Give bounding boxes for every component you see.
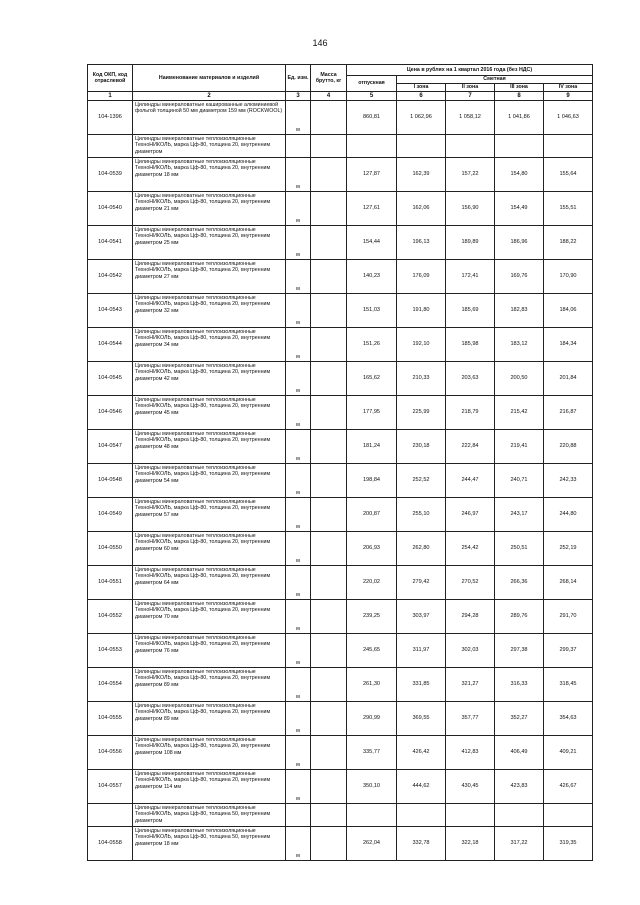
header-smetnaya: Сметная <box>397 76 593 84</box>
cell-zone-2: 302,03 <box>446 634 495 668</box>
cell-zone-4: 291,70 <box>544 600 593 634</box>
cell-otpusk: 177,95 <box>347 396 397 430</box>
cell-unit: м <box>286 668 311 702</box>
cell-zone-4: 155,64 <box>544 158 593 192</box>
cell-zone-1: 255,10 <box>397 498 446 532</box>
cell-zone-2: 244,47 <box>446 464 495 498</box>
cell-code: 104-0549 <box>88 498 133 532</box>
cell-code: 104-0557 <box>88 770 133 804</box>
column-number-row <box>88 92 593 101</box>
cell-unit: м <box>286 396 311 430</box>
header-unit: Ед. изм. <box>286 65 311 92</box>
cell-zone-4: 426,67 <box>544 770 593 804</box>
cell-name: Цилиндры минераловатные теплоизоляционные ТехноНИКОЛЬ, марка Цф-80, толщина 20, внутренним диаметром <box>133 135 286 158</box>
cell-code: 104-0547 <box>88 430 133 464</box>
cell-mass <box>311 702 347 736</box>
cell-unit: м <box>286 158 311 192</box>
cell-zone-4: 242,33 <box>544 464 593 498</box>
cell-code: 104-0556 <box>88 736 133 770</box>
cell-zone-1: 262,80 <box>397 532 446 566</box>
header-zone-4: IV зона <box>544 84 593 92</box>
col-number: 7 <box>446 92 495 101</box>
cell-mass <box>311 396 347 430</box>
cell-name: Цилиндры минераловатные теплоизоляционные ТехноНИКОЛЬ, марка Цф-80, толщина 50, внутренним диаметром <box>133 804 286 827</box>
cell-zone-4: 220,88 <box>544 430 593 464</box>
cell-unit: м <box>286 260 311 294</box>
cell-otpusk: 181,24 <box>347 430 397 464</box>
table-row <box>88 226 593 260</box>
cell-zone-1: 210,33 <box>397 362 446 396</box>
header-name: Наименование материалов и изделий <box>133 65 286 92</box>
cell-zone-2: 185,69 <box>446 294 495 328</box>
cell-name: Цилиндры минераловатные теплоизоляционные ТехноНИКОЛЬ, марка Цф-80, толщина 20, внутренним диаметром 42 мм <box>133 362 286 396</box>
cell-zone-2: 185,98 <box>446 328 495 362</box>
cell-mass <box>311 770 347 804</box>
cell-code: 104-0548 <box>88 464 133 498</box>
cell-zone-4: 319,35 <box>544 827 593 861</box>
cell-zone-4: 268,14 <box>544 566 593 600</box>
cell-otpusk: 200,87 <box>347 498 397 532</box>
cell-zone-2: 172,41 <box>446 260 495 294</box>
table-row <box>88 770 593 804</box>
col-number: 2 <box>133 92 286 101</box>
col-number: 4 <box>311 92 347 101</box>
cell-name: Цилиндры минераловатные теплоизоляционные ТехноНИКОЛЬ, марка Цф-80, толщина 20, внутренним диаметром 64 мм <box>133 566 286 600</box>
table-row <box>88 668 593 702</box>
table-row <box>88 498 593 532</box>
cell-mass <box>311 532 347 566</box>
cell-otpusk: 350,10 <box>347 770 397 804</box>
col-number: 6 <box>397 92 446 101</box>
cell-zone-3: 186,96 <box>495 226 544 260</box>
cell-mass <box>311 158 347 192</box>
cell-name: Цилиндры минераловатные теплоизоляционные ТехноНИКОЛЬ, марка Цф-80, толщина 20, внутренним диаметром 54 мм <box>133 464 286 498</box>
cell-zone-1: 426,42 <box>397 736 446 770</box>
cell-unit: м <box>286 294 311 328</box>
table-row <box>88 430 593 464</box>
cell-zone-2: 430,45 <box>446 770 495 804</box>
cell-code: 104-0552 <box>88 600 133 634</box>
cell-mass <box>311 634 347 668</box>
cell-zone-1: 252,52 <box>397 464 446 498</box>
table-row <box>88 804 593 827</box>
cell-unit: м <box>286 827 311 861</box>
cell-zone-1: 311,97 <box>397 634 446 668</box>
cell-zone-2: 321,27 <box>446 668 495 702</box>
cell-name: Цилиндры минераловатные теплоизоляционные ТехноНИКОЛЬ, марка Цф-80, толщина 20, внутренним диаметром 89 мм <box>133 668 286 702</box>
cell-zone-3: 406,49 <box>495 736 544 770</box>
cell-mass <box>311 464 347 498</box>
cell-zone-2: 157,22 <box>446 158 495 192</box>
cell-zone-4: 354,63 <box>544 702 593 736</box>
table-row <box>88 328 593 362</box>
cell-otpusk: 206,93 <box>347 532 397 566</box>
cell-unit: м <box>286 498 311 532</box>
cell-mass <box>311 736 347 770</box>
cell-name: Цилиндры минераловатные кашированные алюминиевой фольгой толщиной 50 мм диаметром 159 мм (ROCKWOOL) <box>133 101 286 135</box>
col-number: 1 <box>88 92 133 101</box>
cell-unit: м <box>286 532 311 566</box>
cell-unit: м <box>286 464 311 498</box>
cell-zone-4: 1 046,63 <box>544 101 593 135</box>
cell-name: Цилиндры минераловатные теплоизоляционные ТехноНИКОЛЬ, марка Цф-80, толщина 20, внутренним диаметром 45 мм <box>133 396 286 430</box>
cell-mass <box>311 430 347 464</box>
cell-code: 104-0555 <box>88 702 133 736</box>
table-row <box>88 736 593 770</box>
cell-mass <box>311 804 347 827</box>
cell-code: 104-0543 <box>88 294 133 328</box>
cell-otpusk: 198,84 <box>347 464 397 498</box>
cell-mass <box>311 362 347 396</box>
cell-code: 104-0554 <box>88 668 133 702</box>
cell-code: 104-0553 <box>88 634 133 668</box>
cell-zone-3: 200,50 <box>495 362 544 396</box>
cell-otpusk <box>347 135 397 158</box>
table-row <box>88 827 593 861</box>
cell-zone-1 <box>397 804 446 827</box>
cell-zone-3: 182,83 <box>495 294 544 328</box>
cell-zone-3: 266,36 <box>495 566 544 600</box>
cell-zone-2: 322,18 <box>446 827 495 861</box>
cell-zone-3: 240,71 <box>495 464 544 498</box>
cell-otpusk: 239,25 <box>347 600 397 634</box>
cell-otpusk <box>347 804 397 827</box>
cell-zone-2: 222,84 <box>446 430 495 464</box>
table-row <box>88 532 593 566</box>
cell-zone-1: 279,42 <box>397 566 446 600</box>
cell-code: 104-0540 <box>88 192 133 226</box>
cell-otpusk: 860,81 <box>347 101 397 135</box>
table-row <box>88 294 593 328</box>
cell-mass <box>311 192 347 226</box>
header-mass: Масса брутто, кг <box>311 65 347 92</box>
cell-zone-1: 196,13 <box>397 226 446 260</box>
cell-name: Цилиндры минераловатные теплоизоляционные ТехноНИКОЛЬ, марка Цф-80, толщина 20, внутренним диаметром 57 мм <box>133 498 286 532</box>
table-row <box>88 600 593 634</box>
cell-name: Цилиндры минераловатные теплоизоляционные ТехноНИКОЛЬ, марка Цф-80, толщина 20, внутренним диаметром 114 мм <box>133 770 286 804</box>
header-otpusk: отпускная <box>347 76 397 92</box>
cell-code: 104-0546 <box>88 396 133 430</box>
cell-mass <box>311 566 347 600</box>
cell-mass <box>311 498 347 532</box>
cell-zone-1: 162,39 <box>397 158 446 192</box>
cell-name: Цилиндры минераловатные теплоизоляционные ТехноНИКОЛЬ, марка Цф-80, толщина 20, внутренним диаметром 32 мм <box>133 294 286 328</box>
col-number: 8 <box>495 92 544 101</box>
header-price-group: Цена в рублях на 1 квартал 2016 года (без НДС) <box>347 65 593 76</box>
cell-unit: м <box>286 328 311 362</box>
cell-name: Цилиндры минераловатные теплоизоляционные ТехноНИКОЛЬ, марка Цф-80, толщина 20, внутренним диаметром 18 мм <box>133 158 286 192</box>
cell-zone-3: 317,22 <box>495 827 544 861</box>
table-row <box>88 464 593 498</box>
table-row <box>88 260 593 294</box>
cell-unit: м <box>286 192 311 226</box>
cell-otpusk: 220,02 <box>347 566 397 600</box>
cell-mass <box>311 226 347 260</box>
cell-zone-4: 155,51 <box>544 192 593 226</box>
cell-zone-4: 244,80 <box>544 498 593 532</box>
cell-zone-3: 316,33 <box>495 668 544 702</box>
cell-unit: м <box>286 226 311 260</box>
cell-otpusk: 154,44 <box>347 226 397 260</box>
header-zone-3: III зона <box>495 84 544 92</box>
cell-name: Цилиндры минераловатные теплоизоляционные ТехноНИКОЛЬ, марка Цф-80, толщина 20, внутренним диаметром 21 мм <box>133 192 286 226</box>
cell-zone-3: 169,76 <box>495 260 544 294</box>
cell-unit: м <box>286 736 311 770</box>
cell-zone-4: 216,87 <box>544 396 593 430</box>
cell-unit: м <box>286 702 311 736</box>
cell-zone-4: 170,90 <box>544 260 593 294</box>
cell-zone-3 <box>495 135 544 158</box>
cell-otpusk: 127,87 <box>347 158 397 192</box>
cell-code: 104-0539 <box>88 158 133 192</box>
col-number: 9 <box>544 92 593 101</box>
header-zone-1: I зона <box>397 84 446 92</box>
cell-name: Цилиндры минераловатные теплоизоляционные ТехноНИКОЛЬ, марка Цф-80, толщина 20, внутренним диаметром 60 мм <box>133 532 286 566</box>
cell-name: Цилиндры минераловатные теплоизоляционные ТехноНИКОЛЬ, марка Цф-80, толщина 20, внутренним диаметром 70 мм <box>133 600 286 634</box>
table-row <box>88 101 593 135</box>
cell-zone-4: 188,22 <box>544 226 593 260</box>
cell-otpusk: 151,03 <box>347 294 397 328</box>
cell-zone-3: 154,80 <box>495 158 544 192</box>
cell-otpusk: 335,77 <box>347 736 397 770</box>
cell-zone-1: 303,97 <box>397 600 446 634</box>
cell-name: Цилиндры минераловатные теплоизоляционные ТехноНИКОЛЬ, марка Цф-80, толщина 20, внутренним диаметром 76 мм <box>133 634 286 668</box>
cell-zone-4: 184,06 <box>544 294 593 328</box>
table-row <box>88 396 593 430</box>
table-row <box>88 135 593 158</box>
cell-zone-2: 246,97 <box>446 498 495 532</box>
cell-unit <box>286 135 311 158</box>
cell-unit: м <box>286 600 311 634</box>
cell-zone-1: 176,09 <box>397 260 446 294</box>
cell-zone-2: 294,28 <box>446 600 495 634</box>
table-row <box>88 192 593 226</box>
cell-zone-1: 444,62 <box>397 770 446 804</box>
cell-zone-1: 369,55 <box>397 702 446 736</box>
cell-mass <box>311 294 347 328</box>
cell-mass <box>311 135 347 158</box>
cell-name: Цилиндры минераловатные теплоизоляционные ТехноНИКОЛЬ, марка Цф-80, толщина 20, внутренним диаметром 89 мм <box>133 702 286 736</box>
cell-zone-4: 409,21 <box>544 736 593 770</box>
cell-zone-3: 289,76 <box>495 600 544 634</box>
cell-zone-3: 219,41 <box>495 430 544 464</box>
cell-zone-2: 218,79 <box>446 396 495 430</box>
header-zone-2: II зона <box>446 84 495 92</box>
cell-zone-2: 254,42 <box>446 532 495 566</box>
cell-name: Цилиндры минераловатные теплоизоляционные ТехноНИКОЛЬ, марка Цф-80, толщина 20, внутренним диаметром 34 мм <box>133 328 286 362</box>
table-row <box>88 702 593 736</box>
cell-zone-4: 299,37 <box>544 634 593 668</box>
cell-zone-3: 243,17 <box>495 498 544 532</box>
cell-zone-1: 1 062,96 <box>397 101 446 135</box>
cell-otpusk: 165,62 <box>347 362 397 396</box>
cell-name: Цилиндры минераловатные теплоизоляционные ТехноНИКОЛЬ, марка Цф-80, толщина 20, внутренним диаметром 108 мм <box>133 736 286 770</box>
cell-otpusk: 140,23 <box>347 260 397 294</box>
cell-unit: м <box>286 101 311 135</box>
cell-zone-3: 250,51 <box>495 532 544 566</box>
cell-code <box>88 135 133 158</box>
cell-zone-2: 203,63 <box>446 362 495 396</box>
col-number: 3 <box>286 92 311 101</box>
cell-zone-1: 332,78 <box>397 827 446 861</box>
cell-unit <box>286 804 311 827</box>
cell-code: 104-1396 <box>88 101 133 135</box>
cell-zone-2: 412,83 <box>446 736 495 770</box>
cell-zone-3: 183,12 <box>495 328 544 362</box>
cell-zone-1: 230,18 <box>397 430 446 464</box>
cell-zone-2: 156,90 <box>446 192 495 226</box>
table-row <box>88 158 593 192</box>
cell-unit: м <box>286 770 311 804</box>
header-code: Код ОКП, код отраслевой <box>88 65 133 92</box>
cell-zone-1: 331,85 <box>397 668 446 702</box>
cell-otpusk: 261,30 <box>347 668 397 702</box>
cell-zone-1: 192,10 <box>397 328 446 362</box>
cell-mass <box>311 668 347 702</box>
cell-code: 104-0544 <box>88 328 133 362</box>
cell-otpusk: 127,61 <box>347 192 397 226</box>
cell-unit: м <box>286 566 311 600</box>
cell-zone-1: 162,06 <box>397 192 446 226</box>
cell-mass <box>311 328 347 362</box>
cell-name: Цилиндры минераловатные теплоизоляционные ТехноНИКОЛЬ, марка Цф-80, толщина 50, внутренним диаметром 18 мм <box>133 827 286 861</box>
cell-zone-2: 357,77 <box>446 702 495 736</box>
cell-zone-4: 318,45 <box>544 668 593 702</box>
cell-name: Цилиндры минераловатные теплоизоляционные ТехноНИКОЛЬ, марка Цф-80, толщина 20, внутренним диаметром 27 мм <box>133 260 286 294</box>
cell-zone-2: 189,89 <box>446 226 495 260</box>
cell-unit: м <box>286 430 311 464</box>
cell-code: 104-0558 <box>88 827 133 861</box>
price-table <box>87 64 593 861</box>
cell-zone-3: 215,42 <box>495 396 544 430</box>
cell-code: 104-0541 <box>88 226 133 260</box>
cell-zone-4 <box>544 804 593 827</box>
cell-code: 104-0550 <box>88 532 133 566</box>
cell-zone-3: 423,83 <box>495 770 544 804</box>
cell-zone-3: 297,38 <box>495 634 544 668</box>
cell-name: Цилиндры минераловатные теплоизоляционные ТехноНИКОЛЬ, марка Цф-80, толщина 20, внутренним диаметром 48 мм <box>133 430 286 464</box>
cell-zone-3: 352,27 <box>495 702 544 736</box>
cell-zone-1 <box>397 135 446 158</box>
cell-mass <box>311 600 347 634</box>
cell-code: 104-0545 <box>88 362 133 396</box>
cell-zone-4: 252,19 <box>544 532 593 566</box>
cell-otpusk: 245,65 <box>347 634 397 668</box>
cell-mass <box>311 827 347 861</box>
cell-zone-1: 225,99 <box>397 396 446 430</box>
cell-zone-2 <box>446 135 495 158</box>
cell-name: Цилиндры минераловатные теплоизоляционные ТехноНИКОЛЬ, марка Цф-80, толщина 20, внутренним диаметром 25 мм <box>133 226 286 260</box>
cell-zone-4: 201,84 <box>544 362 593 396</box>
cell-zone-3: 1 041,86 <box>495 101 544 135</box>
cell-zone-3 <box>495 804 544 827</box>
col-number: 5 <box>347 92 397 101</box>
cell-otpusk: 262,04 <box>347 827 397 861</box>
cell-unit: м <box>286 634 311 668</box>
table-row <box>88 634 593 668</box>
cell-otpusk: 290,99 <box>347 702 397 736</box>
cell-unit: м <box>286 362 311 396</box>
cell-zone-3: 154,49 <box>495 192 544 226</box>
cell-mass <box>311 260 347 294</box>
cell-code: 104-0542 <box>88 260 133 294</box>
cell-zone-2: 1 058,12 <box>446 101 495 135</box>
cell-mass <box>311 101 347 135</box>
cell-otpusk: 151,26 <box>347 328 397 362</box>
cell-zone-2 <box>446 804 495 827</box>
cell-zone-4 <box>544 135 593 158</box>
cell-zone-1: 191,80 <box>397 294 446 328</box>
table-row <box>88 362 593 396</box>
cell-zone-4: 184,34 <box>544 328 593 362</box>
cell-zone-2: 270,52 <box>446 566 495 600</box>
cell-code: 104-0551 <box>88 566 133 600</box>
cell-code <box>88 804 133 827</box>
table-row <box>88 566 593 600</box>
page-number: 146 <box>312 38 328 48</box>
